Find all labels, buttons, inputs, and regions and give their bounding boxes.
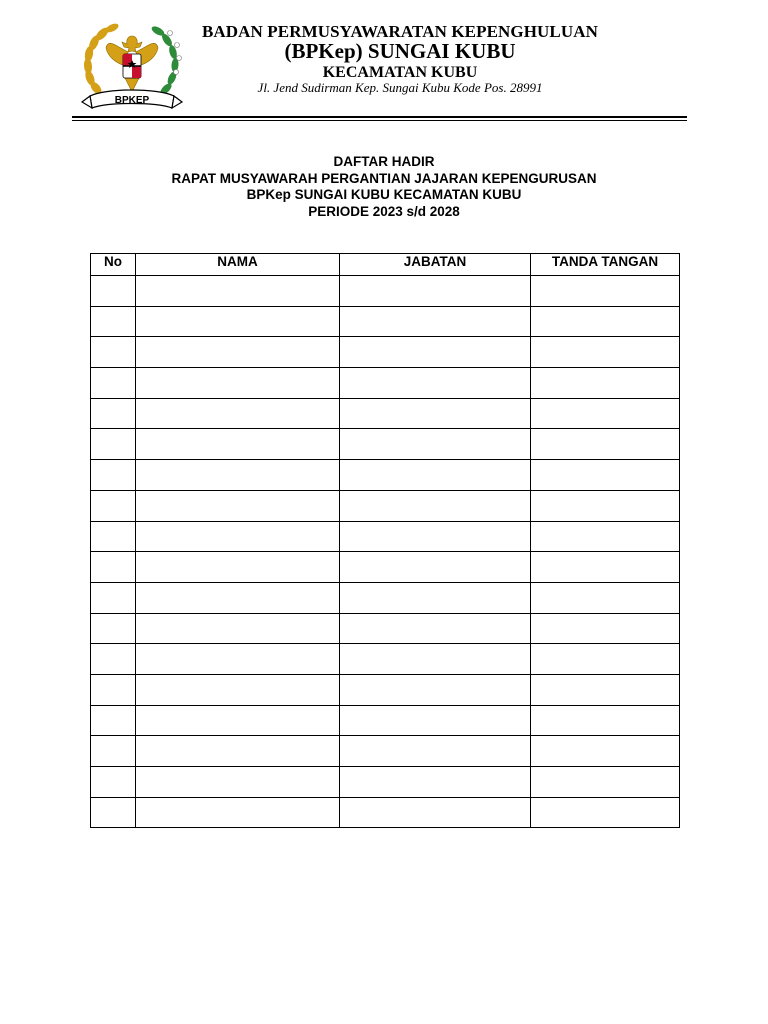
- cell-jabatan[interactable]: [340, 705, 531, 736]
- cell-no[interactable]: [91, 797, 136, 828]
- cell-tanda-tangan[interactable]: [531, 613, 680, 644]
- cell-no[interactable]: [91, 705, 136, 736]
- header-no: No: [91, 254, 136, 276]
- cell-no[interactable]: [91, 398, 136, 429]
- header-nama: NAMA: [136, 254, 340, 276]
- table-row: [91, 736, 680, 767]
- cell-no[interactable]: [91, 460, 136, 491]
- logo-text: BPKEP: [114, 95, 150, 106]
- cell-jabatan[interactable]: [340, 490, 531, 521]
- cell-no[interactable]: [91, 613, 136, 644]
- table-row: [91, 674, 680, 705]
- table-row: [91, 337, 680, 368]
- cell-nama[interactable]: [136, 306, 340, 337]
- cell-no[interactable]: [91, 736, 136, 767]
- letterhead-line-3: KECAMATAN KUBU: [322, 64, 478, 81]
- cell-no[interactable]: [91, 276, 136, 307]
- table-row: [91, 644, 680, 675]
- document-subtitle-org: BPKep SUNGAI KUBU KECAMATAN KUBU: [246, 187, 522, 202]
- cell-tanda-tangan[interactable]: [531, 429, 680, 460]
- cell-no[interactable]: [91, 552, 136, 583]
- letterhead-divider-thin: [72, 120, 687, 121]
- cell-tanda-tangan[interactable]: [531, 337, 680, 368]
- attendance-table: [90, 253, 680, 828]
- cell-no[interactable]: [91, 306, 136, 337]
- cell-nama[interactable]: [136, 552, 340, 583]
- garuda-emblem-icon: [76, 18, 188, 114]
- cell-tanda-tangan[interactable]: [531, 368, 680, 399]
- document-title: DAFTAR HADIR: [333, 154, 435, 169]
- table-row: [91, 767, 680, 798]
- cell-no[interactable]: [91, 429, 136, 460]
- cell-tanda-tangan[interactable]: [531, 306, 680, 337]
- cell-jabatan[interactable]: [340, 429, 531, 460]
- document-title-block: [90, 154, 678, 220]
- cell-tanda-tangan[interactable]: [531, 490, 680, 521]
- cell-tanda-tangan[interactable]: [531, 705, 680, 736]
- cell-no[interactable]: [91, 368, 136, 399]
- letterhead-divider-thick: [72, 116, 687, 118]
- table-row: [91, 490, 680, 521]
- cell-nama[interactable]: [136, 644, 340, 675]
- cell-no[interactable]: [91, 490, 136, 521]
- cell-jabatan[interactable]: [340, 674, 531, 705]
- cell-nama[interactable]: [136, 490, 340, 521]
- cell-jabatan[interactable]: [340, 767, 531, 798]
- cell-nama[interactable]: [136, 613, 340, 644]
- cell-tanda-tangan[interactable]: [531, 767, 680, 798]
- cell-no[interactable]: [91, 644, 136, 675]
- cell-no[interactable]: [91, 582, 136, 613]
- cell-nama[interactable]: [136, 705, 340, 736]
- cell-jabatan[interactable]: [340, 797, 531, 828]
- table-body: [91, 276, 680, 828]
- cell-no[interactable]: [91, 674, 136, 705]
- table-row: [91, 552, 680, 583]
- cell-tanda-tangan[interactable]: [531, 276, 680, 307]
- cell-tanda-tangan[interactable]: [531, 582, 680, 613]
- cell-jabatan[interactable]: [340, 521, 531, 552]
- table-row: [91, 398, 680, 429]
- cell-nama[interactable]: [136, 767, 340, 798]
- cell-nama[interactable]: [136, 276, 340, 307]
- cell-jabatan[interactable]: [340, 736, 531, 767]
- cell-nama[interactable]: [136, 368, 340, 399]
- bpkep-logo: [76, 18, 188, 114]
- letterhead-line-1: BADAN PERMUSYAWARATAN KEPENGHULUAN: [201, 22, 598, 41]
- letterhead-line-2: (BPKep) SUNGAI KUBU: [284, 39, 516, 63]
- cell-nama[interactable]: [136, 797, 340, 828]
- cell-jabatan[interactable]: [340, 644, 531, 675]
- cell-jabatan[interactable]: [340, 276, 531, 307]
- cell-jabatan[interactable]: [340, 398, 531, 429]
- cell-no[interactable]: [91, 337, 136, 368]
- cell-jabatan[interactable]: [340, 552, 531, 583]
- table-row: [91, 306, 680, 337]
- cell-tanda-tangan[interactable]: [531, 797, 680, 828]
- document-subtitle-meeting: RAPAT MUSYAWARAH PERGANTIAN JAJARAN KEPENGURUSAN: [171, 170, 597, 186]
- table-row: [91, 429, 680, 460]
- header-tanda-tangan: TANDA TANGAN: [531, 254, 680, 276]
- cell-tanda-tangan[interactable]: [531, 521, 680, 552]
- header-jabatan: JABATAN: [340, 254, 531, 276]
- cell-nama[interactable]: [136, 736, 340, 767]
- letterhead-address: Jl. Jend Sudirman Kep. Sungai Kubu Kode Pos. 28991: [257, 80, 543, 95]
- table-row: [91, 460, 680, 491]
- cell-nama[interactable]: [136, 398, 340, 429]
- cell-nama[interactable]: [136, 674, 340, 705]
- cell-nama[interactable]: [136, 429, 340, 460]
- cell-nama[interactable]: [136, 582, 340, 613]
- cell-jabatan[interactable]: [340, 337, 531, 368]
- cell-tanda-tangan[interactable]: [531, 552, 680, 583]
- cell-tanda-tangan[interactable]: [531, 644, 680, 675]
- cell-jabatan[interactable]: [340, 306, 531, 337]
- cell-nama[interactable]: [136, 337, 340, 368]
- cell-nama[interactable]: [136, 460, 340, 491]
- cell-tanda-tangan[interactable]: [531, 460, 680, 491]
- table-row: [91, 521, 680, 552]
- cell-tanda-tangan[interactable]: [531, 736, 680, 767]
- table-row: [91, 797, 680, 828]
- cell-tanda-tangan[interactable]: [531, 674, 680, 705]
- cell-no[interactable]: [91, 521, 136, 552]
- cell-jabatan[interactable]: [340, 368, 531, 399]
- table-row: [91, 582, 680, 613]
- table-header-row: [91, 254, 680, 276]
- cell-no[interactable]: [91, 767, 136, 798]
- document-subtitle-period: PERIODE 2023 s/d 2028: [308, 203, 460, 219]
- cell-nama[interactable]: [136, 521, 340, 552]
- cell-tanda-tangan[interactable]: [531, 398, 680, 429]
- table-row: [91, 613, 680, 644]
- table-row: [91, 705, 680, 736]
- table-row: [91, 276, 680, 307]
- cell-jabatan[interactable]: [340, 613, 531, 644]
- table-row: [91, 368, 680, 399]
- cell-jabatan[interactable]: [340, 582, 531, 613]
- cell-jabatan[interactable]: [340, 460, 531, 491]
